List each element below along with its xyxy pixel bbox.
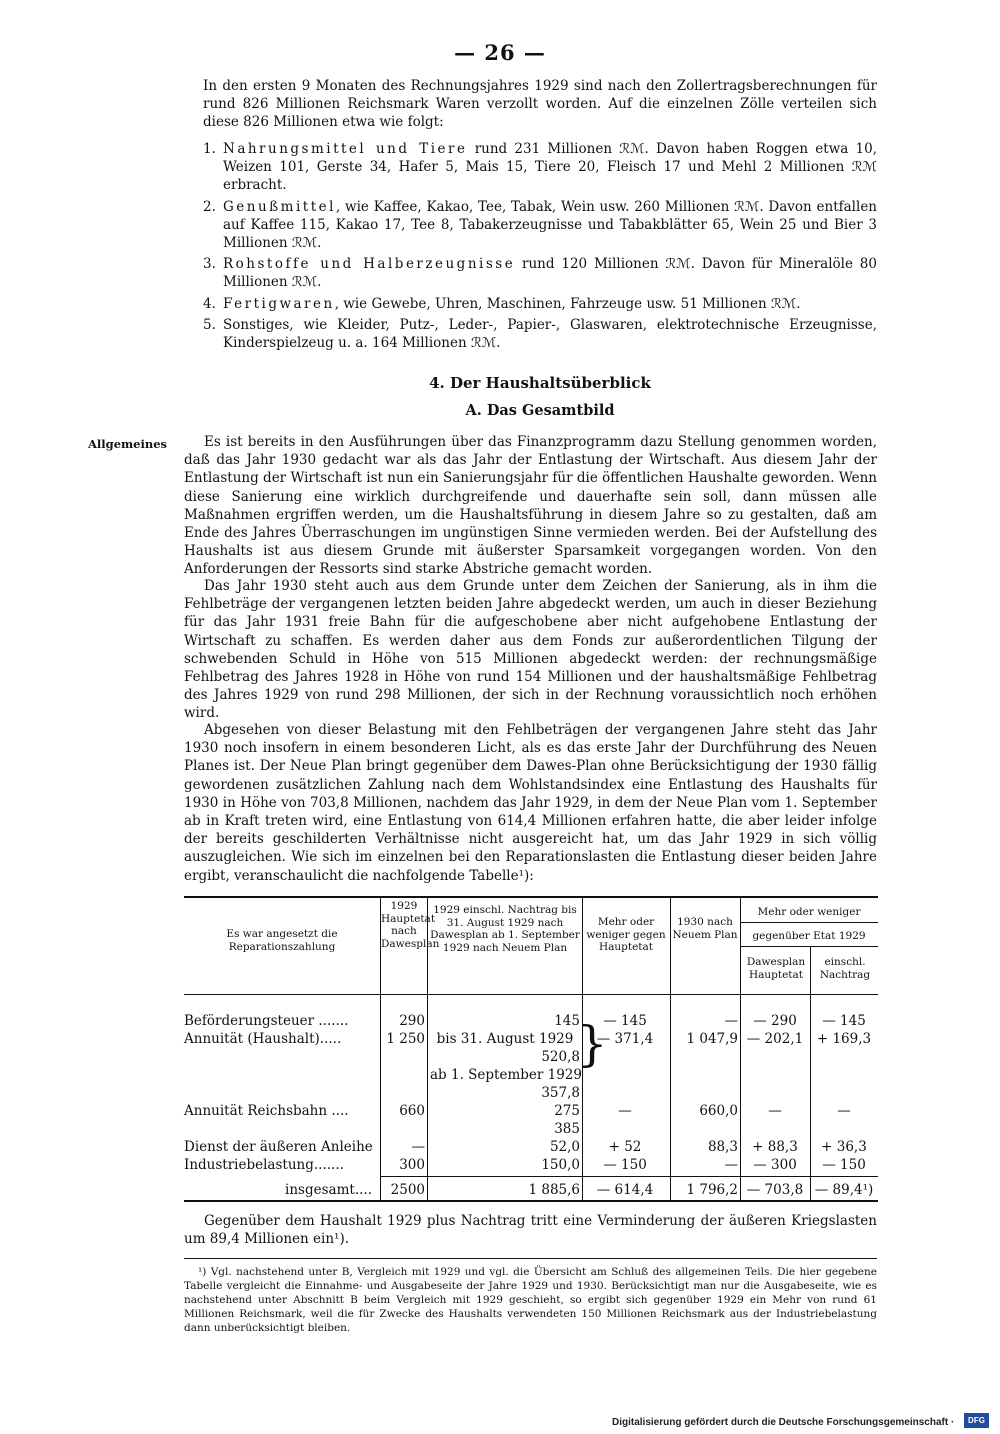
table-cell: — [724,1157,738,1173]
list-item-number: 2. [203,198,216,215]
list-item-number: 5. [203,316,216,333]
list-item-text: , wie Gewebe, Uhren, Maschinen, Fahrzeuge usw. 51 Millionen ℛℳ. [334,295,801,312]
table-cell: 52,0 [549,1139,580,1155]
intro-paragraph: In den ersten 9 Monaten des Rechnungsjahres 1929 sind nach den Zollertragsberechnungen für rund 826 Millionen Reichsmark Waren verzollt worden. Auf die einzelnen Zölle verteilen sich diese 826 Millionen etwa wie folgt: [203,78,877,131]
subsection-heading: A. Das Gesamtbild [465,402,615,419]
group-rule [740,922,878,923]
table-cell: bis 31. August 1929 [436,1031,574,1047]
header-col4: Mehr oder weniger gegen Hauptetat [586,916,666,953]
table-cell: 1 250 [386,1031,425,1047]
table-cell: 1 047,9 [686,1031,738,1047]
header-subgroup: gegenüber Etat 1929 [752,930,866,942]
table-cell: 88,3 [707,1139,738,1155]
list-item-term: Fertigwaren [223,295,335,312]
table-cell: 1 796,2 [686,1182,738,1198]
table-cell: — [618,1103,632,1119]
list-item-number: 1. [203,141,216,157]
table-row-label: Industriebelastung....... [184,1157,344,1173]
table-cell: 145 [554,1013,580,1029]
dfg-logo: DFG [964,1413,989,1428]
list-item [203,255,877,291]
list-item [203,295,877,313]
table-cell: — 614,4 [596,1182,654,1198]
table-cell: 660 [399,1103,425,1119]
table-cell: 660,0 [699,1103,738,1119]
table-cell: 2500 [390,1182,425,1198]
table-cell: — [724,1013,738,1029]
table-cell: — [837,1103,851,1119]
table-cell: 290 [399,1013,425,1029]
table-cell: — 89,4¹) [814,1182,874,1198]
page-number: — 26 — [454,40,546,65]
header-col6: Dawesplan Hauptetat [746,956,806,981]
list-item-term: Genußmittel [223,198,336,215]
column-divider [740,896,741,1201]
table-cell: — [411,1139,425,1155]
table-cell: + 169,3 [816,1031,872,1047]
bracket: } [577,1016,608,1072]
table-cell: 385 [554,1121,580,1137]
table-cell: + 52 [608,1139,642,1155]
paragraph: Es ist bereits in den Ausführungen über das Finanzprogramm dazu Stellung genommen worden, daß das Jahr 1930 gedacht war als das Jahr der Entlastung der Wirtschaft. Aus diesem Jahr der Entlastung der Wirtschaft ist nun ein Sanierungsjahr für die öffentlichen Haushalte geworden. Wenn diese Sanierung eine wirklich durchgreifende und dauerhafte sein soll, dann müssen alle Maßnahmen ergriffen werden, um die Haushaltsführung in diesem Jahre so zu gestalten, daß am Ende des Jahres Überraschungen im ungünstigen Sinne vermieden werden. Bei der Aufstellung des Haushalts ist aus diesem Grunde mit äußerster Sparsamkeit vorgegangen worden. Von den Anforderungen der Ressorts sind starke Abstriche gemacht worden. [184,434,877,578]
table-cell: + 36,3 [821,1139,867,1155]
list-item-text: , wie Kaffee, Kakao, Tee, Tabak, Wein usw. 260 Millionen ℛℳ. Davon entfallen auf Kaffee 115, Kakao 17, Tee 8, Tabakerzeugnisse und Tabakblätter 65, Wein 25 und Bier 3 Millionen ℛℳ. [223,198,877,252]
table-header-rule [184,994,878,995]
table-cell: ab 1. September 1929 [430,1067,582,1083]
header-col1: Es war angesetzt die Reparationszahlung [226,928,338,953]
header-col7: einschl. Nachtrag [819,956,871,981]
table-cell: — 703,8 [746,1182,804,1198]
customs-list [203,140,877,355]
table-cell: — 150 [822,1157,866,1173]
table-cell: — 300 [753,1157,797,1173]
summary-sentence: Gegenüber dem Haushalt 1929 plus Nachtrag tritt eine Verminderung der äußeren Kriegslasten um 89,4 Millionen ein¹). [184,1213,877,1248]
reparations-table [184,896,878,1201]
column-divider [810,946,811,1201]
list-item [203,140,877,195]
margin-note: Allgemeines [88,437,168,451]
section-heading: 4. Der Haushaltsüberblick [429,374,651,392]
header-col2: 1929 Hauptetat nach Dawesplan [381,900,440,950]
list-item [203,198,877,253]
table-cell: 275 [554,1103,580,1119]
table-cell: — 202,1 [746,1031,804,1047]
table-total-rule [380,1176,878,1177]
table-cell: 1 885,6 [528,1182,580,1198]
list-item-term: Rohstoffe und Halberzeugnisse [223,256,516,273]
table-row-label: Dienst der äußeren Anleihe [184,1139,373,1155]
digitization-credit: Digitalisierung gefördert durch die Deutsche Forschungsgemeinschaft · [612,1417,955,1428]
list-item-text: rund 120 Millionen ℛℳ. Davon für Mineralöle 80 Millionen ℛℳ. [223,256,877,291]
list-item-number: 4. [203,295,216,312]
table-cell: — 150 [603,1157,647,1173]
list-item [203,316,877,352]
table-cell: 150,0 [541,1157,580,1173]
table-row-label: Annuität (Haushalt)..... [184,1031,342,1047]
table-row-label: insgesamt.... [285,1182,372,1198]
table-cell: 520,8 [541,1049,580,1065]
table-cell: — 371,4 [596,1031,654,1047]
list-item-term: Nahrungsmittel und Tiere [223,141,468,157]
subgroup-rule [740,946,878,947]
table-cell: + 88,3 [752,1139,798,1155]
paragraph: Das Jahr 1930 steht auch aus dem Grunde unter dem Zeichen der Sanierung, als in ihm die Fehlbeträge der vergangenen letzten beiden Jahre abgedeckt werden, um auch in dieser Beziehung für das Jahr 1931 freie Bahn für die aufgeschobene aber nicht aufgehobene Entlastung der Wirtschaft zu schaffen. Es werden daher aus dem Fonds zur außerordentlichen Tilgung der schwebenden Schuld in Höhe von 515 Millionen abgedeckt werden: der rechnungsmäßige Fehlbetrag des Jahres 1928 in Höhe von rund 154 Millionen und der haushaltsmäßige Fehlbetrag des Jahres 1929 von rund 298 Millionen, der sich in der Rechnung voraussichtlich noch erhöhen wird. [184,578,877,722]
footnote-rule [184,1258,877,1259]
table-row-label: Annuität Reichsbahn .... [184,1103,349,1119]
list-item-text: rund 231 Millionen ℛℳ. Davon haben Roggen etwa 10, Weizen 101, Gerste 34, Hafer 5, Mais 15, Tiere 20, Fleisch 17 und Mehl 2 Millionen ℛℳ erbracht. [223,141,877,194]
header-group: Mehr oder weniger [757,906,861,918]
table-top-rule [184,896,878,898]
table-row-label: Beförderungsteuer ....... [184,1013,349,1029]
table-cell: 357,8 [541,1085,580,1101]
header-col3: 1929 einschl. Nachtrag bis 31. August 1929 nach Dawesplan ab 1. September 1929 nach Neuem Plan [430,904,580,954]
table-cell: — 145 [603,1013,647,1029]
table-cell: — 290 [753,1013,797,1029]
table-cell: — 145 [822,1013,866,1029]
table-cell: — [768,1103,782,1119]
footnote: ¹) Vgl. nachstehend unter B, Vergleich mit 1929 und vgl. die Übersicht am Schluß des allgemeinen Teils. Die hier gegebene Tabelle vergleicht die Einnahme- und Ausgabeseite der Jahre 1929 und 1930. Berücksichtigt man nur die Ausgabeseite, wie es nachstehend unter Abschnitt B beim Vergleich mit 1929 geschieht, so ergibt sich gegenüber 1929 ein Mehr von rund 61 Millionen Reichsmark, weil die für Zwecke des Haushalts verwendeten 150 Millionen Reichsmark aus der Industriebelastung dann unberücksichtigt bleiben. [184,1266,877,1334]
table-bottom-rule [184,1200,878,1202]
column-divider [670,896,671,1201]
list-item-number: 3. [203,256,216,273]
paragraph: Abgesehen von dieser Belastung mit den Fehlbeträgen der vergangenen Jahre steht das Jahr 1930 noch insofern in einem besonderen Licht, als es das erste Jahr der Durchführung des Neuen Planes ist. Der Neue Plan bringt gegenüber dem Dawes-Plan ohne Berücksichtigung der 1930 fällig gewordenen zusätzlichen Zahlung nach dem Wohlstandsindex eine Entlastung des Haushalts für 1930 in Höhe von 703,8 Millionen, nachdem das Jahr 1929, in dem der Neue Plan vom 1. September ab in Kraft treten wird, eine Entlastung von 614,4 Millionen erfahren hatte, die aber leider infolge der bereits geschilderten Verhältnisse nicht ausgereicht hat, um das Jahr 1929 in sich völlig auszugleichen. Wie sich im einzelnen bei den Reparationslasten die Entlastung dieser beiden Jahre ergibt, veranschaulicht die nachfolgende Tabelle¹): [184,722,877,884]
list-item-text: Sonstiges, wie Kleider, Putz-, Leder-, Papier-, Glaswaren, elektrotechnische Erzeugnisse, Kinderspielzeug u. a. 164 Millionen ℛℳ. [223,316,877,352]
table-cell: 300 [399,1157,425,1173]
header-col5: 1930 nach Neuem Plan [672,916,738,941]
